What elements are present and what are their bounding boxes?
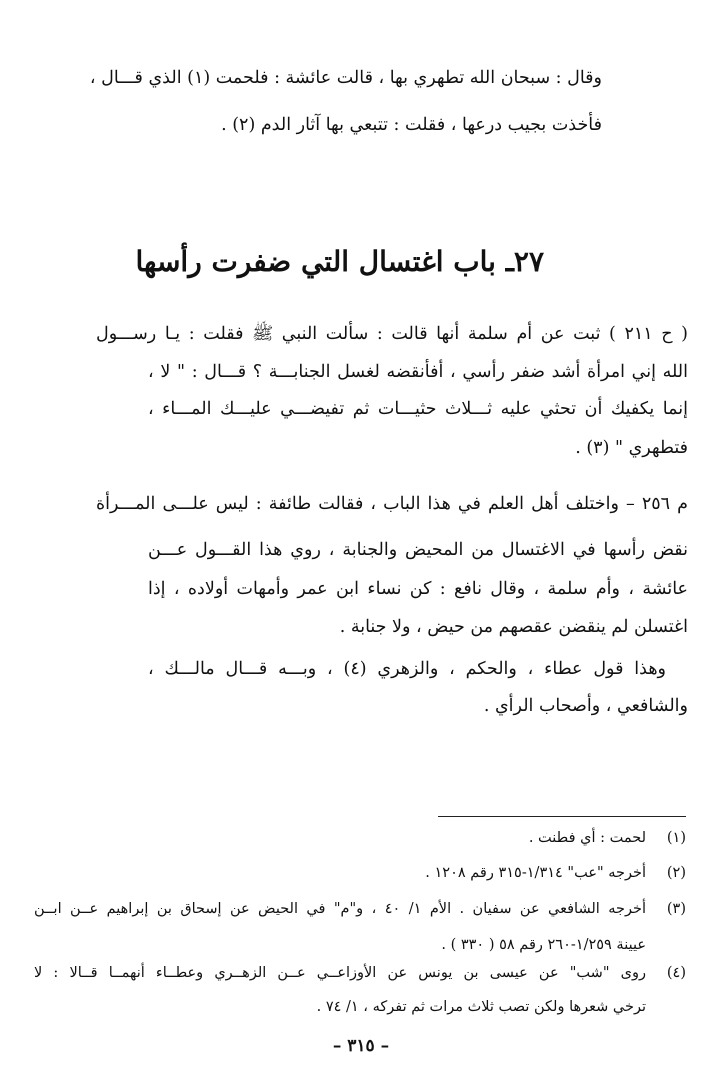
masala-line: نقض رأسها في الاغتسال من المحيض والجنابة ، روي هذا القـــول عـــن bbox=[148, 540, 688, 560]
chapter-title: ٢٧ـ باب اغتسال التي ضفرت رأسها bbox=[135, 245, 544, 279]
footnote-text: لحمت : أي فطنت . bbox=[528, 830, 646, 846]
footnote-text: أخرجه الشافعي عن سفيان . الأم ١/ ٤٠ ، و"م" في الحيض عن إسحاق بن إبراهيم عــن ابــن bbox=[34, 901, 646, 917]
masala-line: والشافعي ، وأصحاب الرأي . bbox=[483, 696, 688, 716]
hadith-line: ( ح ٢١١ ) ثبت عن أم سلمة أنها قالت : سألت النبي ﷺ فقلت : يـا رســـول bbox=[96, 324, 688, 344]
intro-line: فأخذت بجيب درعها ، فقلت : تتبعي بها آثار الدم (٢) . bbox=[221, 115, 602, 135]
footnote-number: (٤) bbox=[666, 965, 686, 981]
hadith-line: فتطهري " (٣) . bbox=[575, 438, 688, 458]
masala-line: اغتسلن لم ينقضن عقصهم من حيض ، ولا جنابة . bbox=[339, 617, 688, 637]
intro-line: وقال : سبحان الله تطهري بها ، قالت عائشة : فلحمت (١) الذي قـــال ، bbox=[89, 68, 602, 88]
footnote-text: أخرجه "عب" ١/٣١٤-٣١٥ رقم ١٢٠٨ . bbox=[425, 865, 646, 881]
footnote-number: (٣) bbox=[666, 901, 686, 917]
footnote-divider bbox=[438, 816, 686, 817]
masala-line: وهذا قول عطاء ، والحكم ، والزهري (٤) ، وبـــه قـــال مالـــك ، bbox=[148, 659, 667, 679]
hadith-line: الله إني امرأة أشد ضفر رأسي ، أفأنقضه لغسل الجنابـــة ؟ قـــال : " لا ، bbox=[148, 362, 688, 382]
footnote-text-continued: عيينة ١/٢٥٩-٢٦٠ رقم ٥٨ ( ٣٣٠ ) . bbox=[441, 937, 646, 953]
footnote-number: (١) bbox=[666, 830, 686, 846]
footnote-text-continued: ترخي شعرها ولكن تصب ثلاث مرات ثم تفركه ، ١/ ٧٤ . bbox=[316, 999, 646, 1015]
masala-line: عائشة ، وأم سلمة ، وقال نافع : كن نساء ابن عمر وأمهات أولاده ، إذا bbox=[148, 579, 688, 599]
footnote-text: روى "شب" عن عيسى بن يونس عن الأوزاعــي عــن الزهــري وعطــاء أنهمــا قــالا : لا bbox=[34, 965, 646, 981]
masala-line: م ٢٥٦ – واختلف أهل العلم في هذا الباب ، فقالت طائفة : ليس علـــى المـــرأة bbox=[96, 494, 688, 514]
footnote-number: (٢) bbox=[666, 865, 686, 881]
page-number: – ٣١٥ – bbox=[332, 1036, 390, 1056]
hadith-line: إنما يكفيك أن تحثي عليه ثـــلاث حثيـــات ثم تفيضـــي عليـــك المـــاء ، bbox=[148, 399, 688, 419]
